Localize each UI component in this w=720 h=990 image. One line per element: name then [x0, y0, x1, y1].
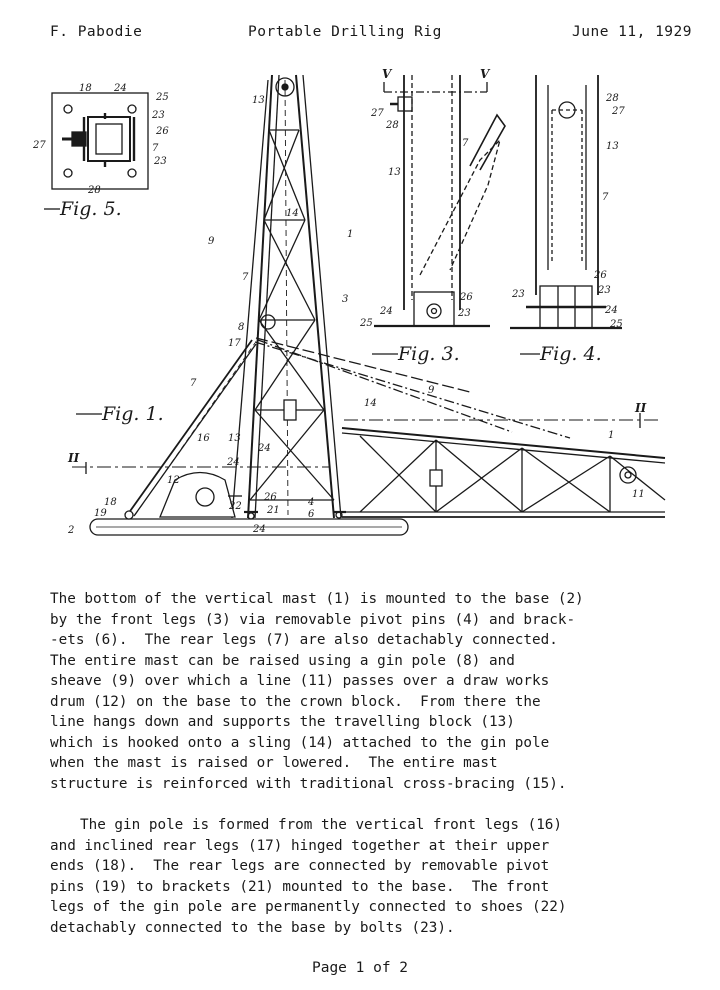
callout: 24	[605, 305, 618, 316]
callout: 27	[33, 140, 46, 151]
patent-drawing	[0, 60, 720, 550]
callout: 17	[228, 338, 241, 349]
callout: 23	[154, 156, 167, 167]
callout: 13	[228, 433, 241, 444]
fig1-caption: Fig. 1.	[102, 403, 164, 425]
callout: 6	[308, 509, 315, 520]
header-date: June 11, 1929	[572, 24, 692, 40]
callout: 18	[79, 83, 92, 94]
fig1-rig	[72, 75, 660, 535]
callout: 7	[462, 138, 469, 149]
callout: 27	[371, 108, 384, 119]
callout: 3	[342, 294, 349, 305]
callout-labels	[32, 83, 645, 536]
fig5-caption: Fig. 5.	[60, 198, 122, 220]
fig3-leg-detail	[374, 75, 505, 326]
fig4-caption: Fig. 4.	[540, 343, 602, 365]
callout: 25	[156, 92, 169, 103]
callout: 24	[253, 524, 266, 535]
callout: 26	[460, 292, 473, 303]
body-paragraph-2: The gin pole is formed from the vertical front legs (16) and inclined rear legs (17) hinged together at their upper ends (18). The rear legs are connected by removable pivot pins (19) to brackets (21) mounted to the base. The front legs of the gin pole are permanently connected to shoes (22) detachably connected to the base by bolts (23).	[50, 817, 567, 936]
callout: 9	[428, 385, 435, 396]
callout: 25	[360, 318, 373, 329]
section-mark: V	[382, 67, 392, 81]
section-mark: II	[635, 401, 647, 415]
callout: 8	[238, 322, 245, 333]
callout: 18	[104, 497, 117, 508]
callout: 23	[512, 289, 525, 300]
callout: 4	[308, 497, 315, 508]
callout: 19	[94, 508, 107, 519]
callout: 24	[258, 443, 271, 454]
callout: 14	[286, 208, 299, 219]
callout: 7	[190, 378, 197, 389]
callout: 14	[364, 398, 377, 409]
callout: 23	[458, 308, 471, 319]
callout: 9	[208, 236, 215, 247]
callout: 7	[152, 143, 159, 154]
callout: 2	[68, 525, 75, 536]
callout: 27	[612, 106, 625, 117]
callout: 26	[156, 126, 169, 137]
callout: 23	[152, 110, 165, 121]
header-title: Portable Drilling Rig	[248, 24, 442, 40]
fig1-lowered-mast	[342, 428, 665, 517]
callout: 28	[606, 93, 619, 104]
callout: 11	[632, 489, 645, 500]
callout: 16	[197, 433, 210, 444]
callout: 24	[114, 83, 127, 94]
callout: 28	[88, 185, 101, 196]
callout: 23	[598, 285, 611, 296]
fig5-baseplate	[52, 93, 148, 189]
page-number: Page 1 of 2	[311, 960, 409, 976]
callout: 21	[267, 505, 280, 516]
header-author: F. Pabodie	[50, 24, 143, 40]
section-mark: II	[68, 451, 80, 465]
callout: 13	[606, 141, 619, 152]
callout: 28	[386, 120, 399, 131]
callout: 24	[380, 306, 393, 317]
callout: 26	[594, 270, 607, 281]
callout: 26	[264, 492, 277, 503]
callout: 22	[229, 501, 242, 512]
fig3-caption: Fig. 3.	[398, 343, 460, 365]
callout: 12	[167, 475, 180, 486]
callout: 24	[227, 457, 240, 468]
callout: 7	[602, 192, 609, 203]
callout: 7	[242, 272, 249, 283]
section-mark: V	[480, 67, 490, 81]
callout: 13	[388, 167, 401, 178]
callout: 13	[252, 95, 265, 106]
callout: 1	[347, 229, 354, 240]
body-paragraph-1: The bottom of the vertical mast (1) is mounted to the base (2) by the front legs (3) via removable pivot pins (4) and brack- -ets (6). The rear legs (7) are also detachably connected. The entire mast can be raised using a gin pole (8) and sheave (9) over which a line (11) passes over a draw works drum (12) on the base to the crown block. From there the line hangs down and supports the travelling block (13) which is hooked onto a sling (14) attached to the gin pole when the mast is raised or lowered. The entire mast structure is reinforced with traditional cross-bracing (15).	[50, 591, 584, 792]
callout: 25	[610, 319, 623, 330]
callout: 1	[608, 430, 615, 441]
